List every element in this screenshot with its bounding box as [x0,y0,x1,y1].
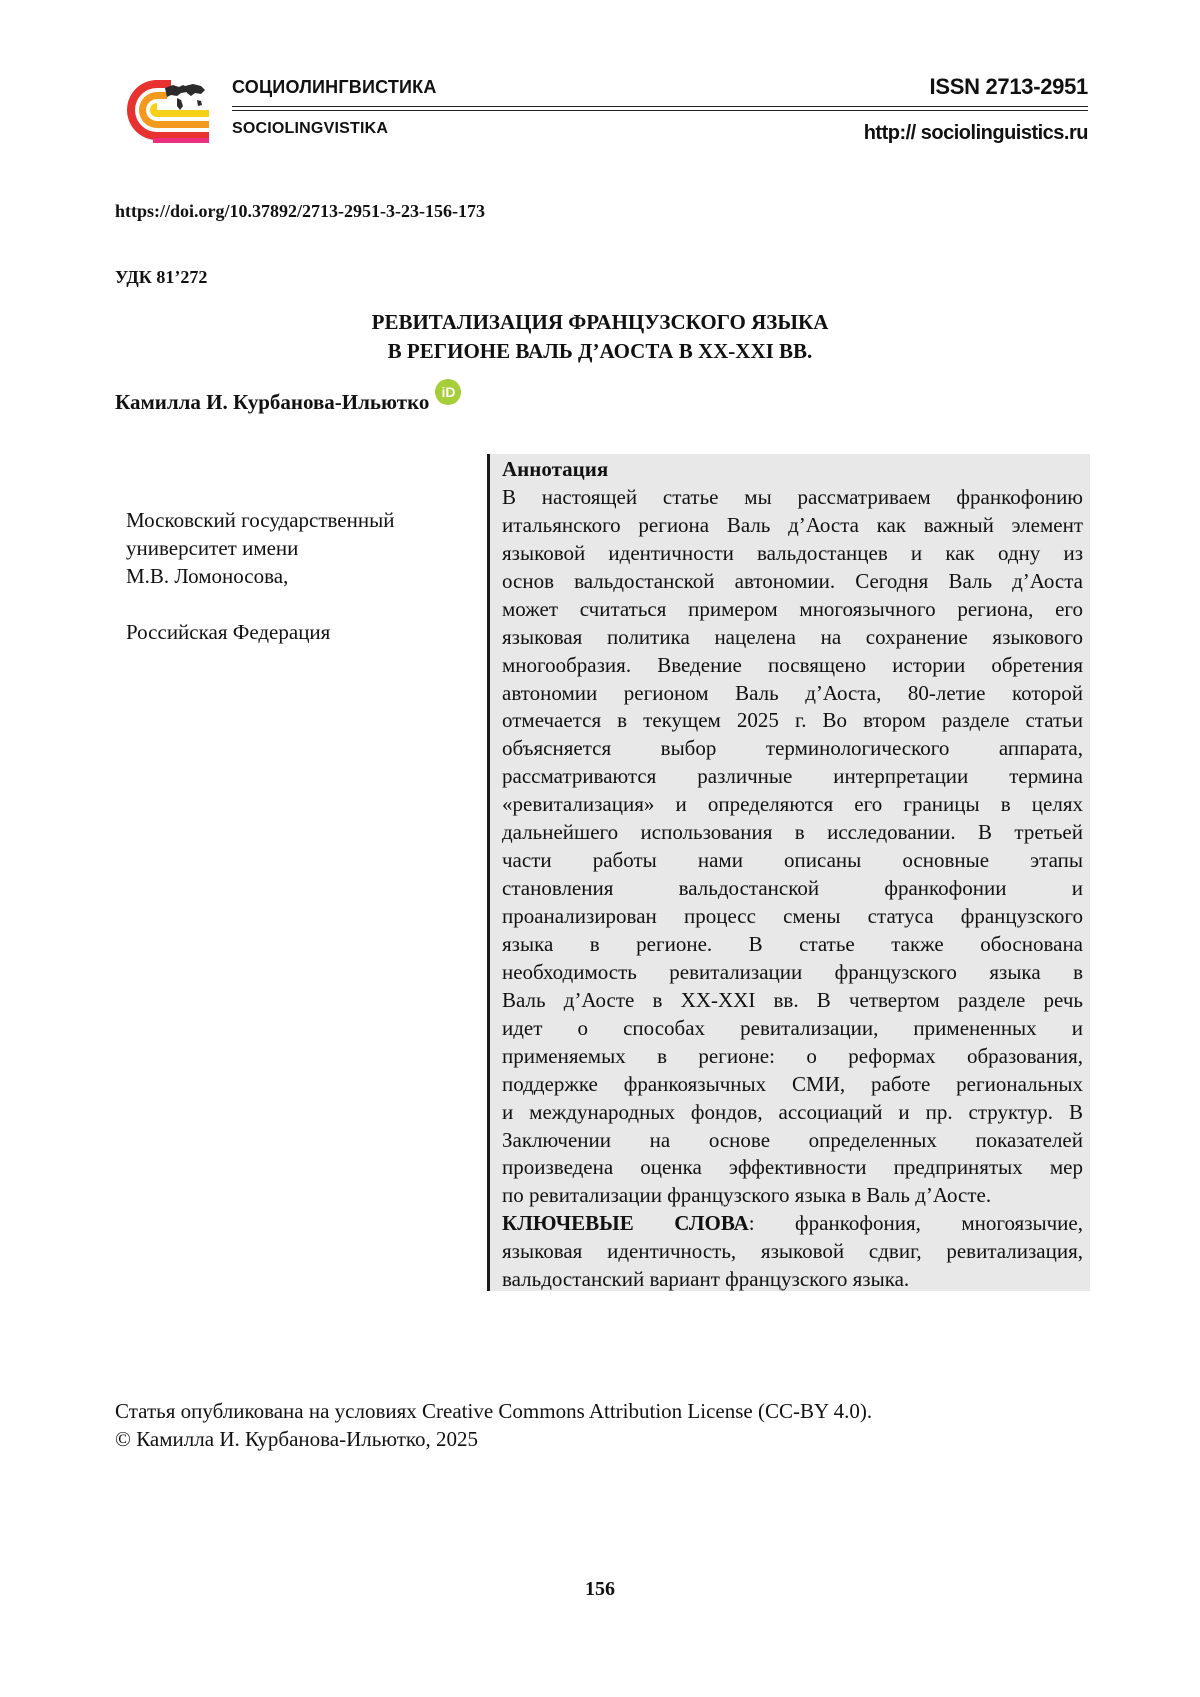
keywords-line-1 [502,1210,1083,1238]
abstract-line: языка в регионе. В статье также обоснована [502,931,1083,956]
abstract-line: и международных фондов, ассоциаций и пр. структур. В [502,1099,1083,1124]
abstract-line: поддержке франкоязычных СМИ, работе региональных [502,1071,1083,1096]
abstract-line: автономии регионом Валь д’Аоста, 80-летие которой [502,680,1083,705]
doi-link[interactable]: https://doi.org/10.37892/2713-2951-3-23-156-173 [115,201,485,221]
abstract-box [487,454,1090,1291]
article-title [0,308,1200,366]
abstract-line: произведена оценка эффективности предпринятых мер [502,1155,1083,1180]
author-name: Камилла И. Курбанова-Ильютко [115,390,430,414]
abstract-line: необходимость ревитализации французского языка в [502,959,1083,984]
header-rule-bottom [232,110,1088,111]
keywords-line-2: языковая идентичность, языковой сдвиг, ревитализация, [502,1239,1083,1264]
affiliation-line-1: Московский государственный [126,508,395,532]
abstract-line: отмечается в текущем 2025 г. Во втором разделе статьи [502,708,1083,733]
abstract-line: идет о способах ревитализации, примененных и [502,1015,1083,1040]
affiliation-line-3: М.В. Ломоносова, [126,564,289,588]
author-row [115,383,461,415]
article-title-line-1: РЕВИТАЛИЗАЦИЯ ФРАНЦУЗСКОГО ЯЗЫКА [371,310,829,334]
abstract-line: языковая политика нацелена на сохранение языкового [502,624,1083,649]
copyright-line: © Камилла И. Курбанова-Ильютко, 2025 [115,1427,479,1451]
abstract-body [502,456,1083,1294]
header-rule-top [232,106,1088,107]
abstract-line: части работы нами описаны основные этапы [502,848,1083,873]
abstract-line: становления вальдостанской франкофонии и [502,876,1083,901]
abstract-line: объясняется выбор терминологического аппарата, [502,736,1083,761]
abstract-line: итальянского региона Валь д’Аоста как важный элемент [502,512,1083,537]
issn: ISSN 2713-2951 [929,74,1088,99]
journal-logo [113,74,211,146]
abstract-line: В настоящей статье мы рассматриваем франкофонию [502,484,1083,509]
abstract-line: по ревитализации французского языка в Валь д’Аосте. [502,1183,992,1208]
abstract-line: основ вальдостанской автономии. Сегодня Валь д’Аоста [502,568,1083,593]
keywords-text-1: : франкофония, многоязычие, [748,1211,1083,1236]
abstract-line: языковой идентичности вальдостанцев и как одну из [502,540,1083,565]
journal-title-en: SOCIOLINGVISTIKA [232,120,389,137]
orcid-icon[interactable]: iD [435,379,461,405]
abstract-line: может считаться примером многоязычного региона, его [502,596,1083,621]
keywords-label: КЛЮЧЕВЫЕ СЛОВА [502,1211,749,1236]
udk-code: УДК 81’272 [115,267,208,287]
page-number: 156 [585,1578,615,1600]
journal-title-ru: СОЦИОЛИНГВИСТИКА [232,77,437,97]
abstract-line: применяемых в регионе: о реформах образования, [502,1043,1083,1068]
abstract-line: Валь д’Аосте в XX-XXI вв. В четвертом разделе речь [502,987,1083,1012]
affiliation-line-2: университет имени [126,536,299,560]
license-line: Статья опубликована на условиях Creative Commons Attribution License (CC-BY 4.0). [115,1399,873,1423]
abstract-line: «ревитализация» и определяются его границы в целях [502,792,1083,817]
keywords-line-3: вальдостанский вариант французского языка. [502,1267,910,1292]
journal-website-link[interactable]: http:// sociolinguistics.ru [863,122,1088,144]
abstract-heading: Аннотация [502,457,609,481]
abstract-line: рассматриваются различные интерпретации термина [502,764,1083,789]
abstract-text [502,484,1083,1210]
license-notice [115,1397,872,1453]
abstract-line: многообразия. Введение посвящено истории обретения [502,652,1083,677]
article-title-line-2: В РЕГИОНЕ ВАЛЬ Д’АОСТА В XX-XXI ВВ. [387,339,813,363]
affiliation [126,506,394,646]
abstract-line: Заключении на основе определенных показателей [502,1127,1083,1152]
abstract-line: проанализирован процесс смены статуса французского [502,904,1083,929]
affiliation-country: Российская Федерация [126,620,331,644]
abstract-line: дальнейшего использования в исследовании. В третьей [502,820,1083,845]
